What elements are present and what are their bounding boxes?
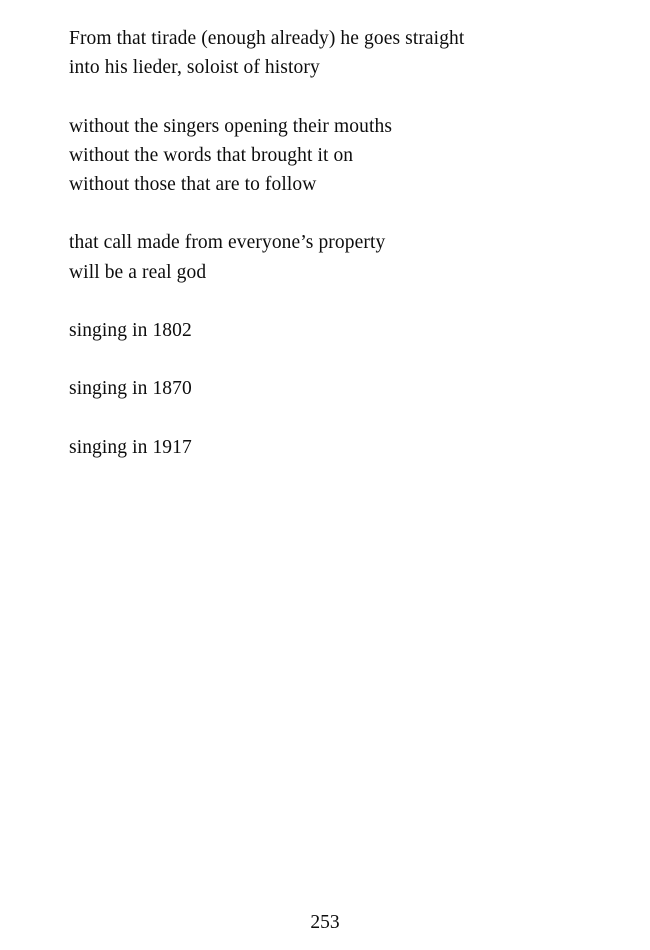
poem-line: that call made from everyone’s property <box>69 232 386 254</box>
stanza <box>69 433 589 462</box>
poem-line: singing in 1870 <box>69 378 192 400</box>
poem-line: without the words that brought it on <box>69 144 354 166</box>
poem-line: singing in 1917 <box>69 436 192 458</box>
poem-line: singing in 1802 <box>69 320 192 342</box>
page-number: 253 <box>310 912 340 933</box>
stanza <box>69 316 589 345</box>
poem-line: into his lieder, soloist of history <box>69 57 320 79</box>
stanza <box>69 374 589 403</box>
stanza <box>69 228 589 287</box>
poem-line: will be a real god <box>69 261 207 283</box>
poem-line: without those that are to follow <box>69 174 317 196</box>
poem-text-block <box>69 24 589 462</box>
poem-line: From that tirade (enough already) he goes straight <box>69 28 465 49</box>
stanza <box>69 24 589 83</box>
stanza <box>69 112 589 200</box>
poem-line: without the singers opening their mouths <box>69 115 393 137</box>
